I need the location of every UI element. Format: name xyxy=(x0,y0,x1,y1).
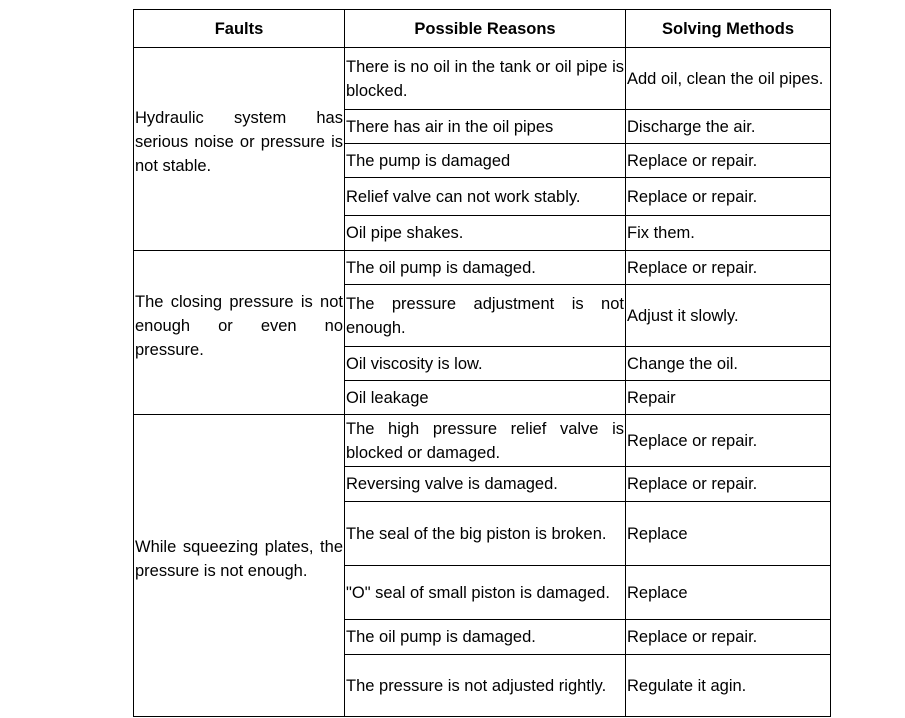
header-possible-reasons: Possible Reasons xyxy=(345,10,626,48)
reason-cell: The pressure is not adjusted rightly. xyxy=(345,655,626,717)
header-faults: Faults xyxy=(134,10,345,48)
fault-text: The closing pressure is not enough or even no pressure. xyxy=(135,292,343,359)
table-row xyxy=(134,415,831,467)
reason-cell: The pressure adjustment is not enough. xyxy=(345,285,626,347)
fault-cell xyxy=(134,415,345,717)
reason-cell: Oil pipe shakes. xyxy=(345,216,626,251)
fault-cell xyxy=(134,48,345,251)
faults-table xyxy=(133,9,831,717)
method-cell: Replace xyxy=(626,566,831,620)
method-cell: Replace or repair. xyxy=(626,415,831,467)
method-cell: Replace or repair. xyxy=(626,620,831,655)
reason-cell: The oil pump is damaged. xyxy=(345,251,626,285)
reason-cell: "O" seal of small piston is damaged. xyxy=(345,566,626,620)
fault-text: Hydraulic system has serious noise or pressure is not stable. xyxy=(135,109,343,175)
reason-cell: There has air in the oil pipes xyxy=(345,110,626,144)
header-row xyxy=(134,10,831,48)
fault-text: While squeezing plates, the pressure is not enough. xyxy=(135,537,343,580)
method-cell: Regulate it agin. xyxy=(626,655,831,717)
method-cell: Fix them. xyxy=(626,216,831,251)
table-row xyxy=(134,251,831,285)
reason-cell: Oil viscosity is low. xyxy=(345,347,626,381)
reason-cell: The seal of the big piston is broken. xyxy=(345,502,626,566)
reason-cell: There is no oil in the tank or oil pipe is blocked. xyxy=(345,48,626,110)
method-cell: Replace xyxy=(626,502,831,566)
method-cell: Replace or repair. xyxy=(626,467,831,502)
method-cell: Add oil, clean the oil pipes. xyxy=(626,48,831,110)
header-solving-methods: Solving Methods xyxy=(626,10,831,48)
fault-cell xyxy=(134,251,345,415)
reason-cell: The pump is damaged xyxy=(345,144,626,178)
reason-cell: The high pressure relief valve is blocked or damaged. xyxy=(345,415,626,467)
method-cell: Discharge the air. xyxy=(626,110,831,144)
method-cell: Adjust it slowly. xyxy=(626,285,831,347)
method-cell: Replace or repair. xyxy=(626,144,831,178)
reason-cell: Oil leakage xyxy=(345,381,626,415)
method-cell: Repair xyxy=(626,381,831,415)
method-cell: Change the oil. xyxy=(626,347,831,381)
reason-cell: Relief valve can not work stably. xyxy=(345,178,626,216)
reason-cell: The oil pump is damaged. xyxy=(345,620,626,655)
table-row xyxy=(134,48,831,110)
reason-cell: Reversing valve is damaged. xyxy=(345,467,626,502)
method-cell: Replace or repair. xyxy=(626,251,831,285)
method-cell: Replace or repair. xyxy=(626,178,831,216)
